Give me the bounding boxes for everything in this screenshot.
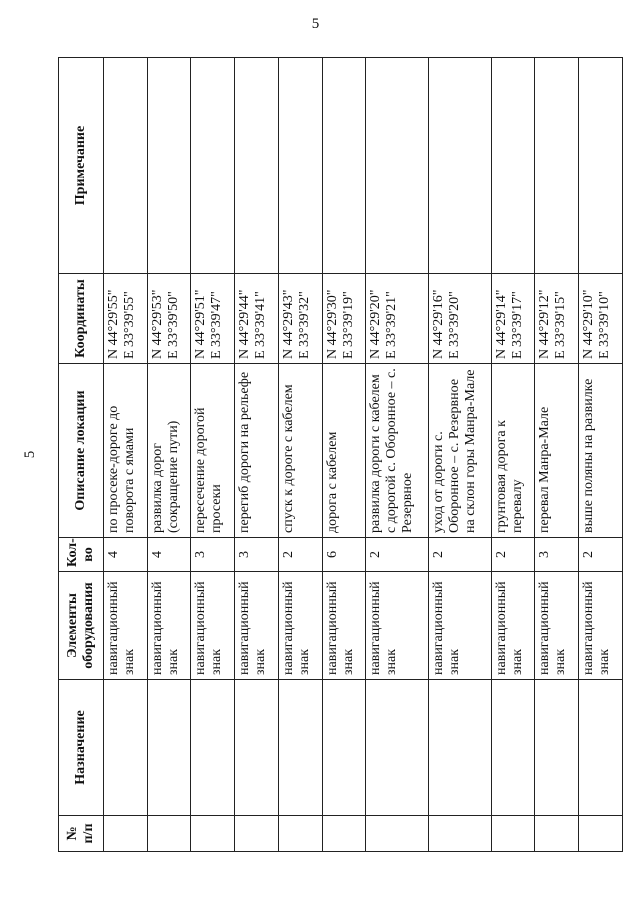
row-qty: 2 <box>366 538 429 572</box>
row-description: выше поляны на развилке <box>579 364 623 538</box>
row-description: развилка дорог (сокращение пути) <box>147 364 191 538</box>
header-description: Описание локации <box>59 364 104 538</box>
row-longitude: E 33°39'19" <box>340 291 356 359</box>
row-equipment: навигационный знак <box>491 572 535 680</box>
row-purpose <box>366 680 429 816</box>
row-longitude: E 33°39'10" <box>597 291 613 359</box>
row-coordinates <box>104 274 148 364</box>
row-purpose <box>278 680 322 816</box>
rotated-page-content <box>22 57 623 852</box>
row-no <box>366 816 429 852</box>
row-coordinates <box>535 274 579 364</box>
row-longitude: E 33°39'21" <box>384 291 400 359</box>
row-coordinates <box>147 274 191 364</box>
row-note <box>535 58 579 274</box>
row-note <box>147 58 191 274</box>
row-description: уход от дороги с. Оборонное – с. Резервное на склон горы Манра-Мале <box>429 364 492 538</box>
row-latitude: N 44°29'12" <box>537 289 553 359</box>
table-row <box>535 58 579 852</box>
row-qty: 4 <box>147 538 191 572</box>
row-latitude: N 44°29'16" <box>431 289 447 359</box>
table-row <box>104 58 148 852</box>
rotated-page <box>22 57 623 852</box>
row-longitude: E 33°39'50" <box>165 291 181 359</box>
row-equipment: навигационный знак <box>235 572 279 680</box>
row-note <box>235 58 279 274</box>
rotated-page-number: 5 <box>22 450 38 459</box>
row-longitude: E 33°39'55" <box>122 291 137 359</box>
row-longitude: E 33°39'41" <box>253 291 269 359</box>
row-description: развилка дороги с кабелем с дорогой с. Оборонное – с. Резервное <box>366 364 429 538</box>
table-row <box>191 58 235 852</box>
table-row <box>429 58 492 852</box>
row-description: спуск к дороге с кабелем <box>278 364 322 538</box>
row-no <box>278 816 322 852</box>
row-note <box>322 58 366 274</box>
row-equipment: навигационный знак <box>579 572 623 680</box>
row-longitude: E 33°39'15" <box>553 291 569 359</box>
row-purpose <box>491 680 535 816</box>
table-row <box>235 58 279 852</box>
row-purpose <box>579 680 623 816</box>
row-qty: 3 <box>235 538 279 572</box>
row-longitude: E 33°39'32" <box>296 291 312 359</box>
row-purpose <box>535 680 579 816</box>
row-longitude: E 33°39'17" <box>509 291 525 359</box>
row-note <box>366 58 429 274</box>
row-latitude: N 44°29'43" <box>280 289 296 359</box>
row-coordinates <box>579 274 623 364</box>
row-qty: 2 <box>429 538 492 572</box>
equipment-table <box>58 57 623 852</box>
table-row <box>147 58 191 852</box>
row-equipment: навигационный знак <box>191 572 235 680</box>
row-no <box>191 816 235 852</box>
row-no <box>579 816 623 852</box>
row-note <box>491 58 535 274</box>
row-purpose <box>104 680 148 816</box>
row-equipment: навигационный знак <box>104 572 148 680</box>
row-latitude: N 44°29'30" <box>324 289 340 359</box>
row-equipment: навигационный знак <box>147 572 191 680</box>
row-purpose <box>235 680 279 816</box>
row-coordinates <box>429 274 492 364</box>
row-no <box>491 816 535 852</box>
row-no <box>104 816 148 852</box>
table-row <box>322 58 366 852</box>
table-header-row <box>59 58 104 852</box>
row-longitude: E 33°39'47" <box>209 291 225 359</box>
table-row <box>278 58 322 852</box>
row-coordinates <box>322 274 366 364</box>
row-purpose <box>147 680 191 816</box>
row-latitude: N 44°29'10" <box>581 289 597 359</box>
header-qty: Кол-во <box>59 538 104 572</box>
table-row <box>366 58 429 852</box>
row-no <box>535 816 579 852</box>
row-coordinates <box>278 274 322 364</box>
row-qty: 2 <box>278 538 322 572</box>
row-latitude: N 44°29'55" <box>106 289 121 359</box>
table-row <box>491 58 535 852</box>
row-description: перегиб дороги на рельефе <box>235 364 279 538</box>
row-note <box>191 58 235 274</box>
row-qty: 4 <box>104 538 148 572</box>
header-purpose: Назначение <box>59 680 104 816</box>
row-note <box>579 58 623 274</box>
row-description: пересечение дорогой просеки <box>191 364 235 538</box>
row-equipment: навигационный знак <box>429 572 492 680</box>
table-body <box>104 58 623 852</box>
row-coordinates <box>191 274 235 364</box>
row-description: дорога с кабелем <box>322 364 366 538</box>
row-equipment: навигационный знак <box>322 572 366 680</box>
row-latitude: N 44°29'51" <box>193 289 209 359</box>
row-purpose <box>429 680 492 816</box>
row-latitude: N 44°29'53" <box>149 289 165 359</box>
row-coordinates <box>235 274 279 364</box>
row-longitude: E 33°39'20" <box>447 291 463 359</box>
row-latitude: N 44°29'14" <box>493 289 509 359</box>
row-equipment: навигационный знак <box>535 572 579 680</box>
row-description: грунтовая дорога к перевалу <box>491 364 535 538</box>
row-purpose <box>322 680 366 816</box>
row-note <box>104 58 148 274</box>
row-qty: 6 <box>322 538 366 572</box>
row-description: по просеке-дороге до поворота с ямами <box>104 364 148 538</box>
header-equipment: Элементы оборудования <box>59 572 104 680</box>
row-qty: 3 <box>535 538 579 572</box>
row-qty: 2 <box>579 538 623 572</box>
row-note <box>429 58 492 274</box>
row-no <box>429 816 492 852</box>
page-number: 5 <box>311 16 320 32</box>
row-coordinates <box>491 274 535 364</box>
header-note: Примечание <box>59 58 104 274</box>
row-no <box>322 816 366 852</box>
table-row <box>579 58 623 852</box>
row-description: перевал Манра-Мале <box>535 364 579 538</box>
row-no <box>147 816 191 852</box>
row-coordinates <box>366 274 429 364</box>
row-no <box>235 816 279 852</box>
row-equipment: навигационный знак <box>366 572 429 680</box>
row-qty: 3 <box>191 538 235 572</box>
row-equipment: навигационный знак <box>278 572 322 680</box>
row-purpose <box>191 680 235 816</box>
row-note <box>278 58 322 274</box>
row-latitude: N 44°29'20" <box>368 289 384 359</box>
header-no: № п/п <box>59 816 104 852</box>
header-coordinates: Координаты <box>59 274 104 364</box>
row-qty: 2 <box>491 538 535 572</box>
row-latitude: N 44°29'44" <box>237 289 253 359</box>
